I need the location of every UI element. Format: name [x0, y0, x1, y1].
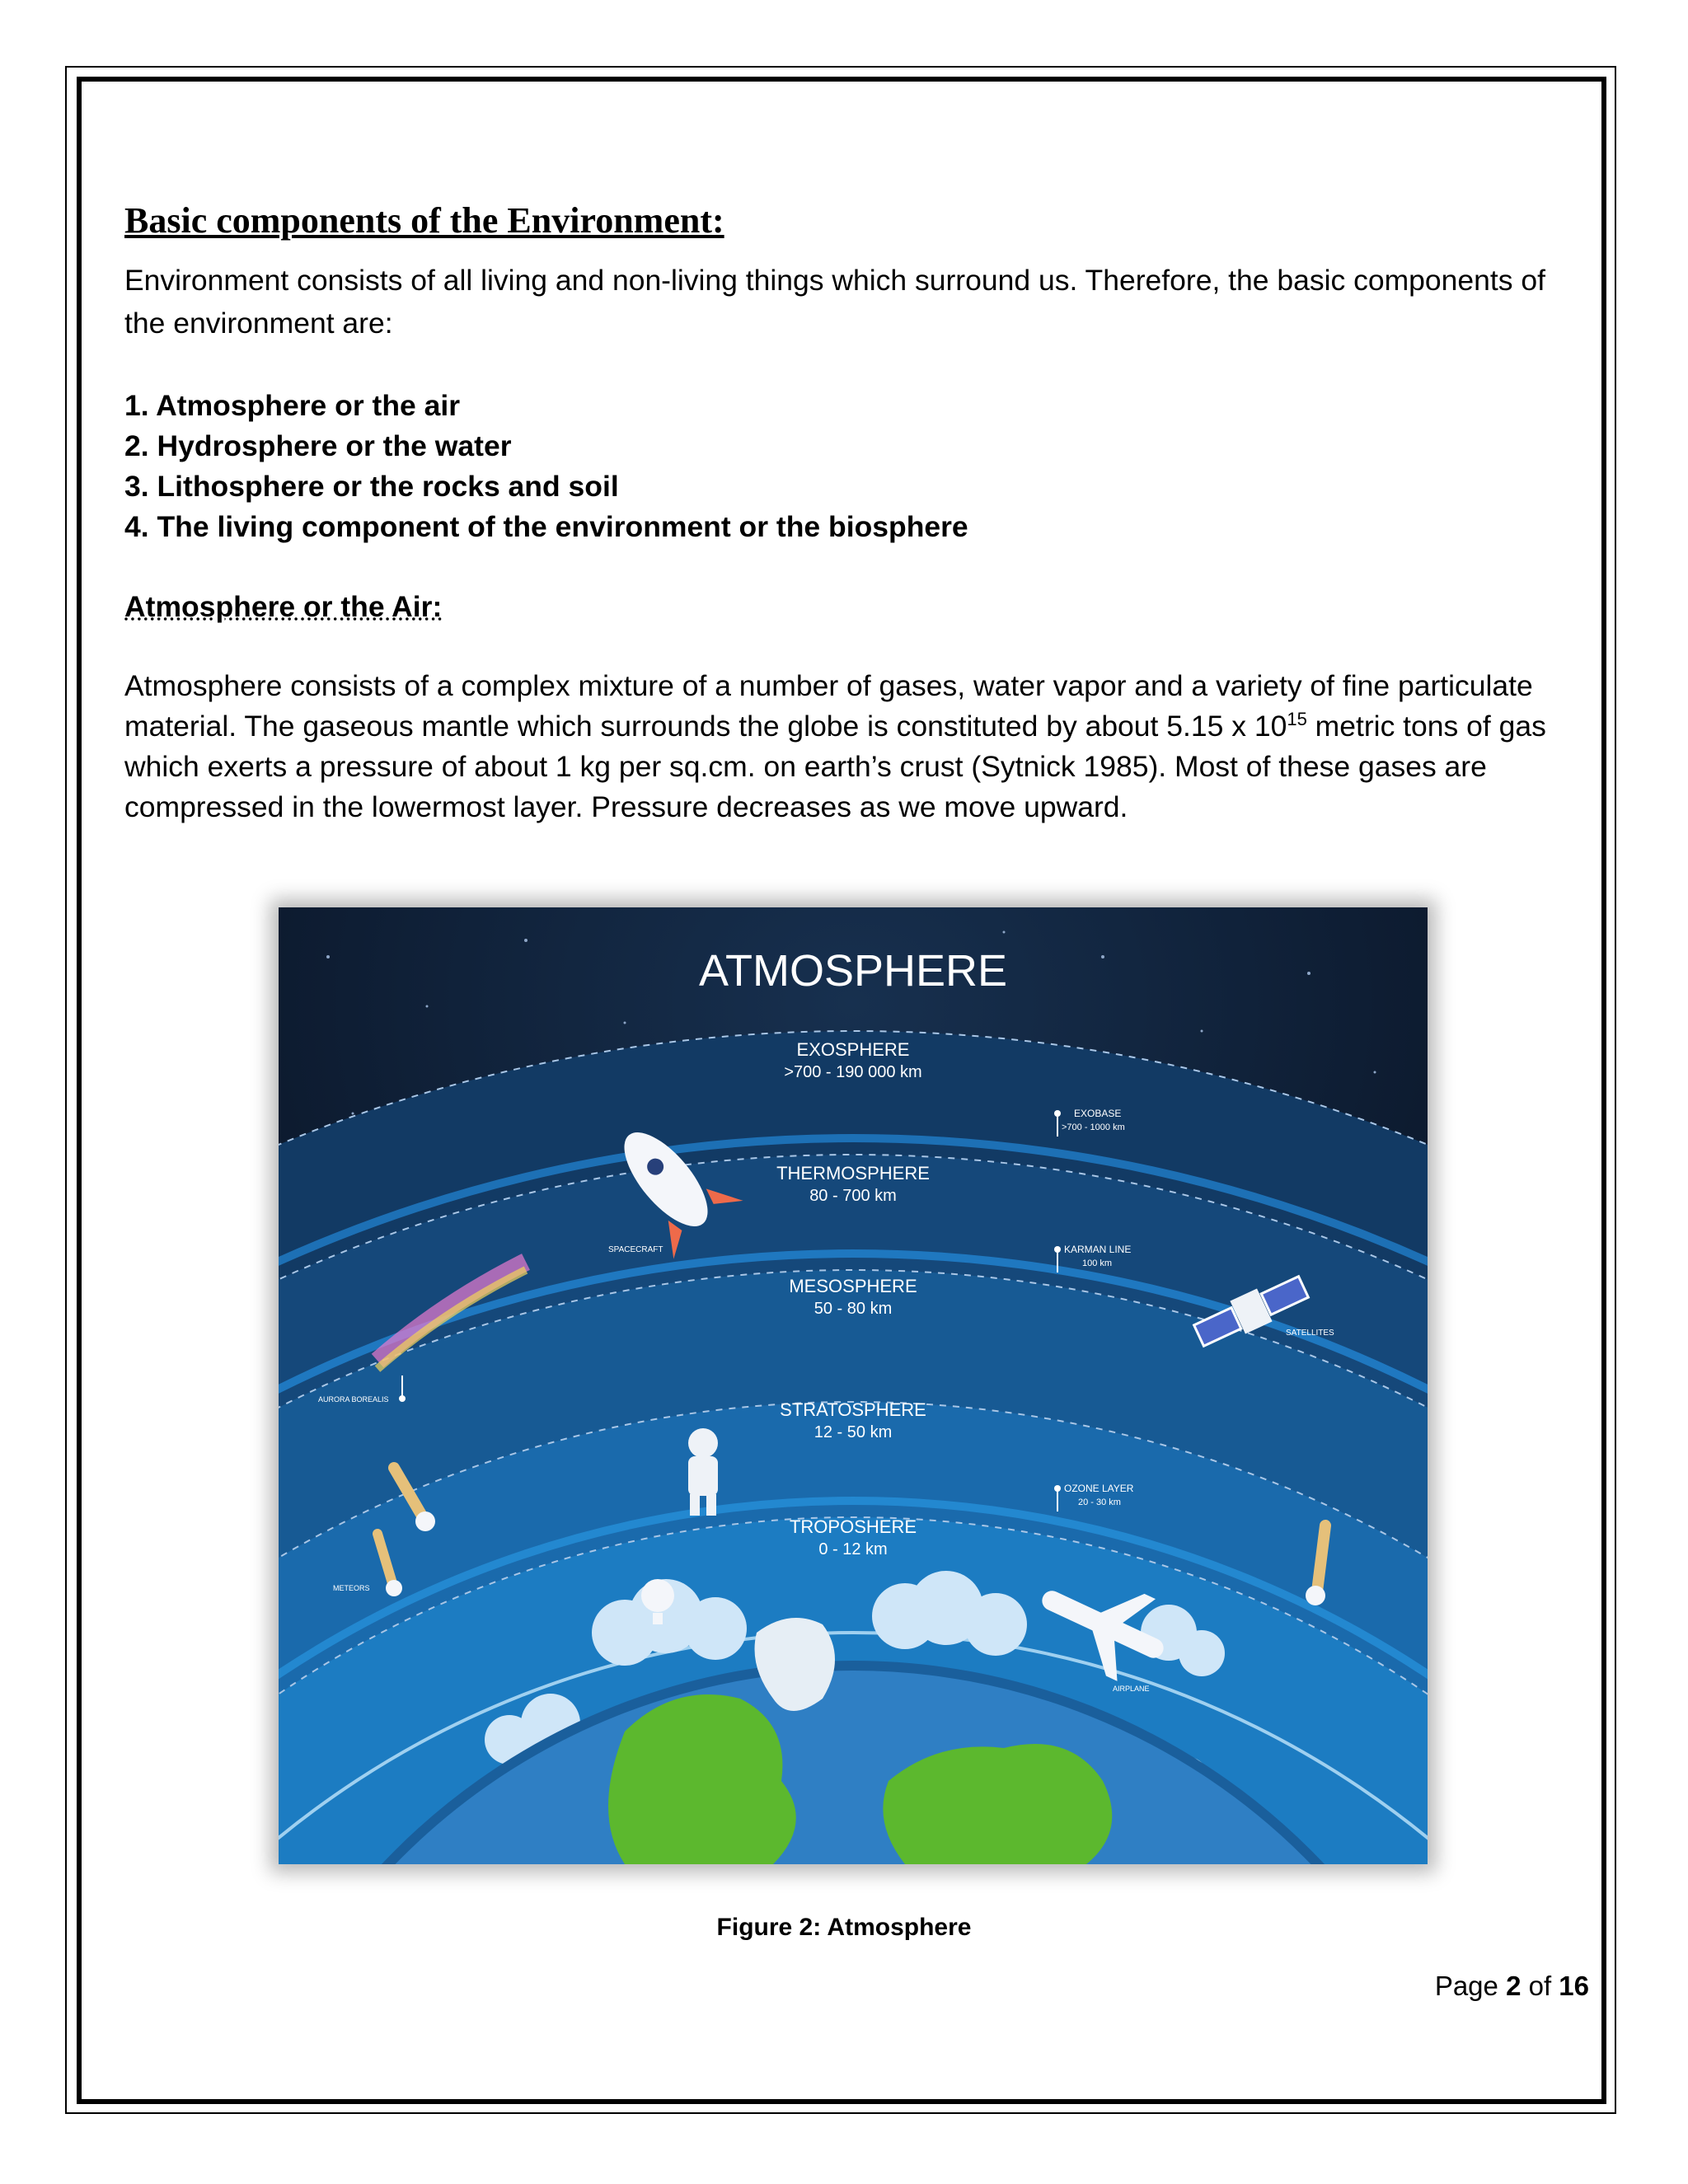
paragraph-text-cont: metric tons of gas which exerts a pressure of about 1 kg per sq.cm. on earth’s crust (Sytnick 1985). Most of these gases are compressed in the lowermost layer. Pressure decreases as we move upward. [124, 710, 1546, 823]
page-number [1435, 1971, 1589, 2002]
subheading [124, 585, 1575, 628]
atmosphere-illustration [279, 907, 1428, 1864]
document-body [124, 198, 1575, 827]
page-middle: of [1521, 1971, 1559, 2001]
meteors-label: METEORS [333, 1584, 370, 1592]
atmosphere-figure [279, 907, 1428, 1864]
layer-name: MESOSPHERE [789, 1276, 917, 1296]
exobase-range: >700 - 1000 km [1062, 1122, 1125, 1132]
paragraph-text: Atmosphere consists of a complex mixture of a number of gases, water vapor and a variety of fine particulate material. The gaseous mantle which surrounds the globe is constituted by about 5.15 x 10 [124, 669, 1533, 743]
layer-name: THERMOSPHERE [776, 1163, 930, 1183]
atmosphere-paragraph [124, 666, 1575, 827]
layer-range: 12 - 50 km [814, 1423, 893, 1441]
figure-title: ATMOSPHERE [698, 946, 1008, 996]
page-current: 2 [1506, 1971, 1522, 2001]
airplane-label: AIRPLANE [1113, 1685, 1150, 1693]
section-title: Basic components of the Environment: [124, 200, 724, 241]
list-item: 3. Lithosphere or the rocks and soil [124, 470, 619, 503]
layer-name: EXOSPHERE [796, 1039, 910, 1060]
layer-range: >700 - 190 000 km [784, 1063, 922, 1081]
subheading-text: Atmosphere or the Air: [124, 590, 443, 623]
page-total: 16 [1559, 1971, 1589, 2001]
figure-caption: Figure 2: Atmosphere [716, 1914, 972, 1941]
list-item: 4. The living component of the environment or the biosphere [124, 510, 968, 543]
components-list [124, 386, 1575, 547]
karman-line-label: KARMAN LINE [1064, 1244, 1132, 1255]
superscript-exponent: 15 [1287, 709, 1307, 730]
list-item: 1. Atmosphere or the air [124, 389, 461, 422]
page-prefix: Page [1434, 1971, 1507, 2001]
satellites-label: SATELLITES [1286, 1329, 1334, 1338]
aurora-label: AURORA BOREALIS [318, 1395, 389, 1404]
intro-paragraph: Environment consists of all living and non-living things which surround us. Therefore, the basic components of the environment are: [124, 264, 1545, 340]
layer-name: TROPOSHERE [789, 1516, 917, 1537]
layer-range: 0 - 12 km [818, 1540, 888, 1558]
ozone-layer-range: 20 - 30 km [1078, 1497, 1121, 1507]
karman-line-range: 100 km [1082, 1258, 1113, 1268]
list-item: 2. Hydrosphere or the water [124, 429, 512, 462]
ozone-layer-label: OZONE LAYER [1064, 1483, 1134, 1494]
spacecraft-label: SPACECRAFT [608, 1245, 663, 1254]
layer-range: 50 - 80 km [814, 1300, 893, 1318]
layer-name: STRATOSPHERE [780, 1399, 926, 1420]
exobase-label: EXOBASE [1074, 1108, 1122, 1119]
layer-range: 80 - 700 km [809, 1187, 897, 1205]
